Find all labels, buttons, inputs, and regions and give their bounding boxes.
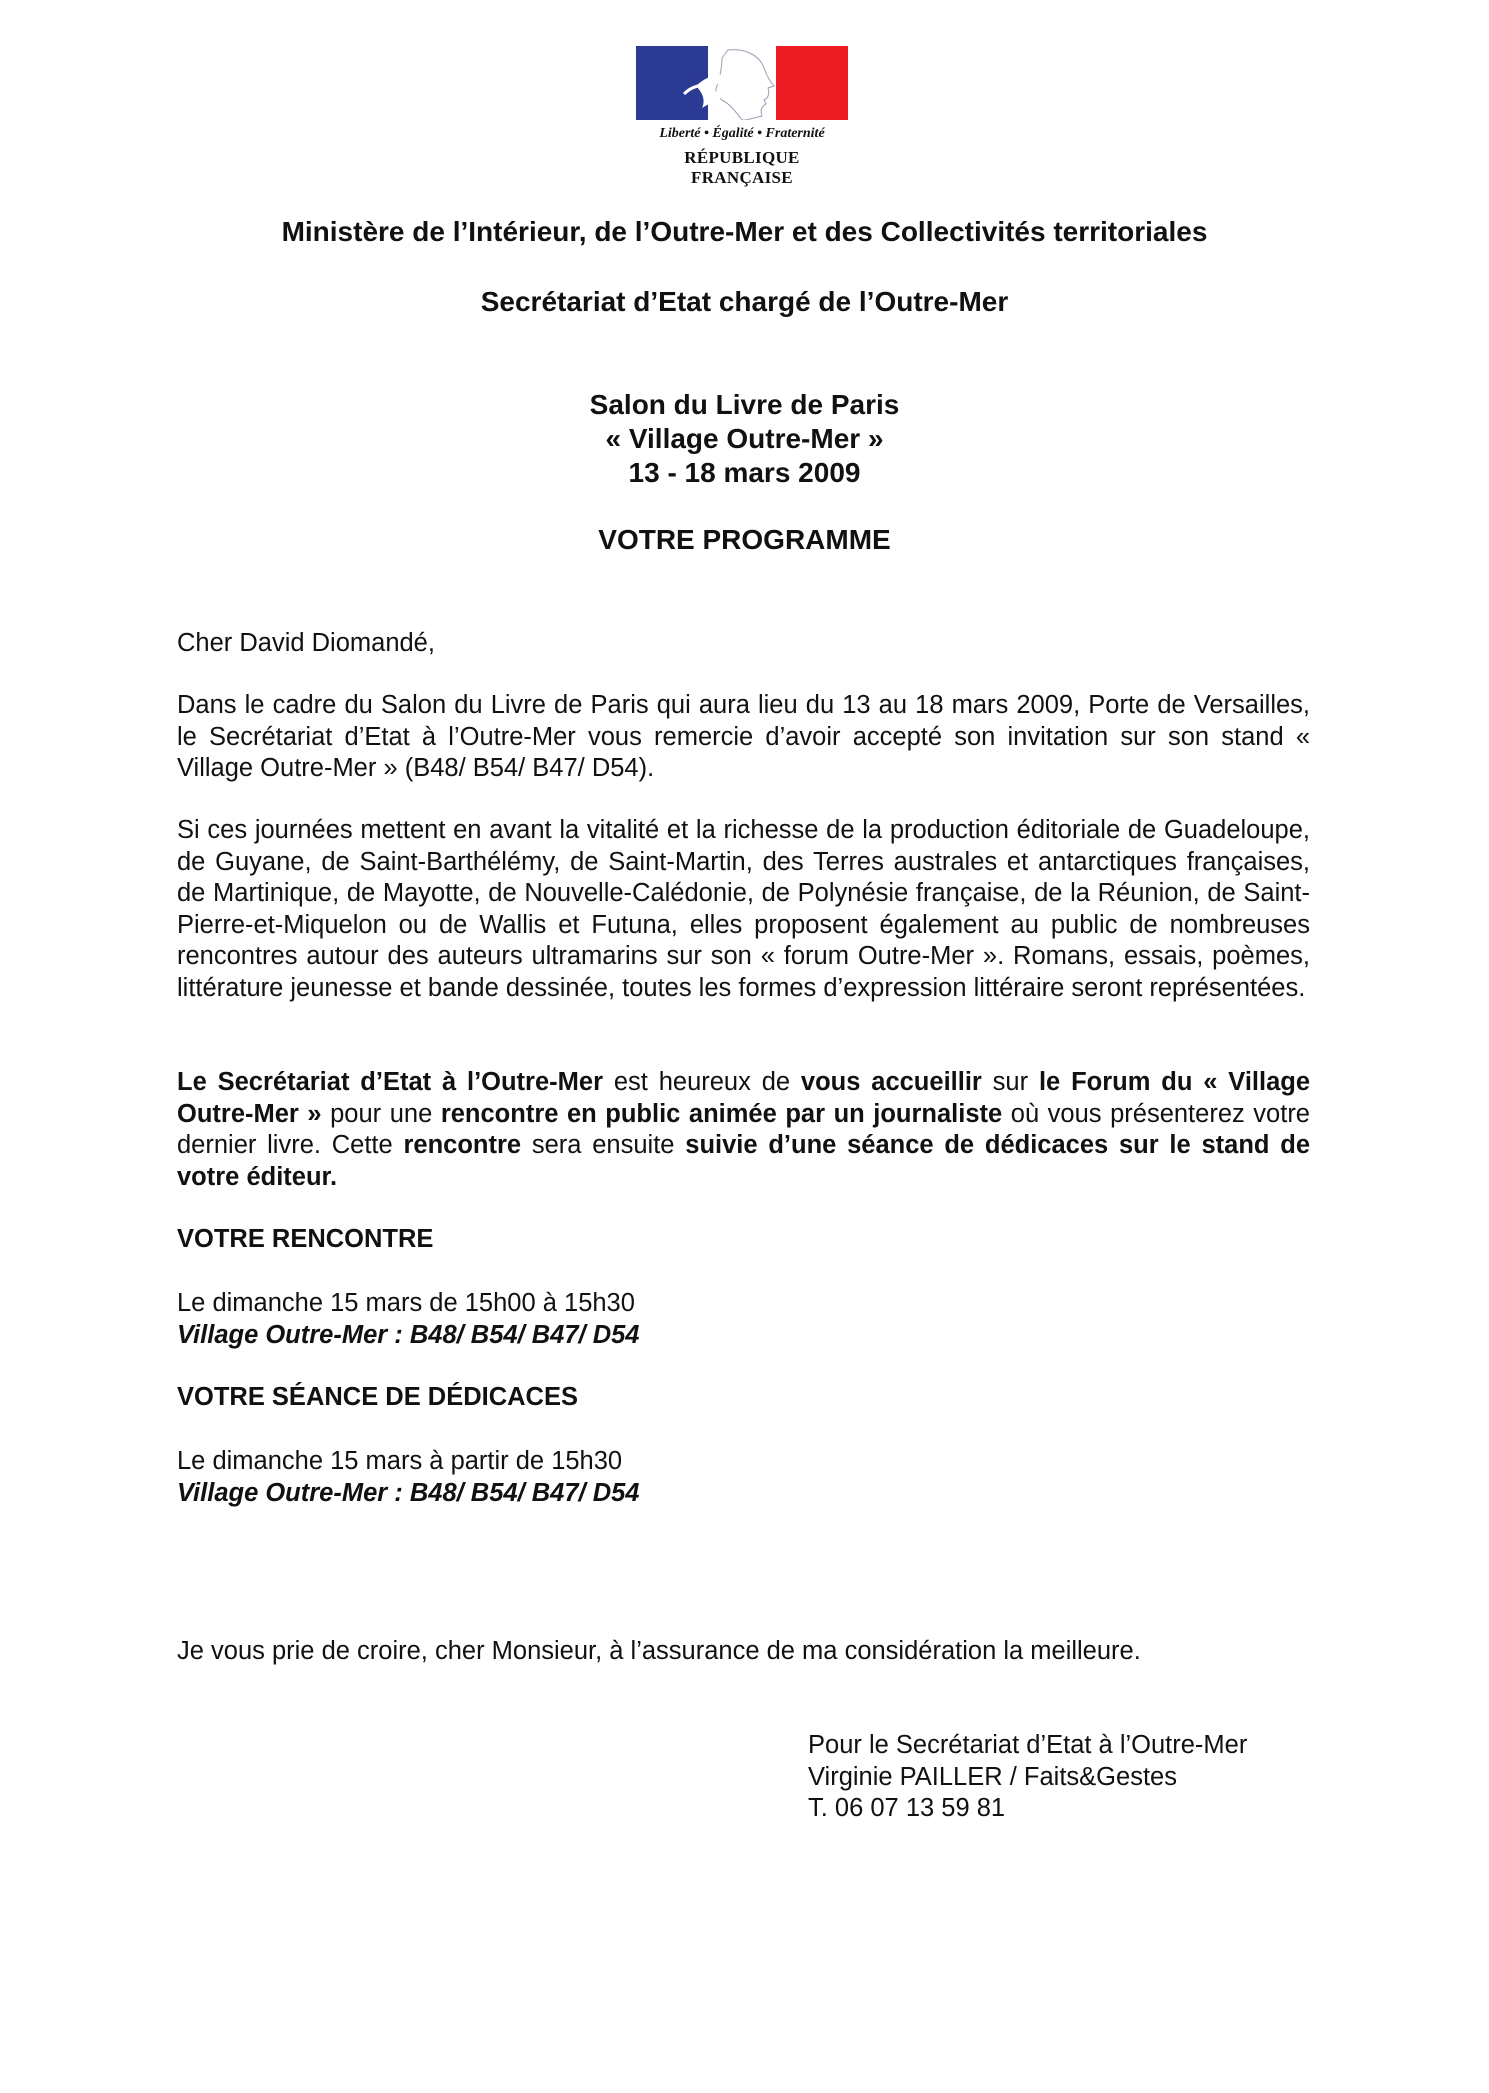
event-dates: 13 - 18 mars 2009 (628, 457, 861, 488)
event-heading (0, 388, 1489, 490)
ministry-title: Ministère de l’Intérieur, de l’Outre-Mer et des Collectivités territoriales (281, 216, 1208, 247)
greeting: Cher David Diomandé, (177, 629, 435, 657)
bold-text: suivie d’une séance de dédicaces sur le stand de votre éditeur. (177, 1131, 1311, 1191)
republic-motto: Liberté • Égalité • Fraternité (659, 126, 825, 141)
event-name: Salon du Livre de Paris (589, 389, 900, 420)
paragraph-territories: Si ces journées mettent en avant la vitalité et la richesse de la production éditoriale de Guadeloupe, de Guyane, de Saint-Barthélémy, de Saint-Martin, des Terres australes et antarctiques françaises, de Martinique, de Mayotte, de Nouvelle-Calédonie, de Polynésie française, de la Réunion, de Saint-Pierre-et-Miquelon ou de Wallis et Futuna, elles proposent également au public de nombreuses rencontres autour des auteurs ultramarins sur son « forum Outre-Mer ». Romans, essais, poèmes, littérature jeunesse et bande dessinée, toutes les formes d’expression littéraire seront représentées. (177, 816, 1310, 1002)
republique-francaise-label: RÉPUBLIQUE FRANÇAISE (684, 148, 800, 187)
dedicaces-place: Village Outre-Mer : B48/ B54/ B47/ D54 (177, 1479, 640, 1507)
secretariat-title: Secrétariat d’Etat chargé de l’Outre-Mer (480, 286, 1009, 317)
bold-text: rencontre (403, 1131, 522, 1159)
closing-formula: Je vous prie de croire, cher Monsieur, à l’assurance de ma considération la meilleure. (177, 1637, 1141, 1665)
paragraph-invitation (177, 1067, 1310, 1193)
text: est heureux de (603, 1068, 801, 1096)
dedicaces-date: Le dimanche 15 mars à partir de 15h30 (177, 1447, 623, 1475)
dedicaces-heading: VOTRE SÉANCE DE DÉDICACES (177, 1383, 578, 1411)
marianne-logo (636, 46, 848, 120)
bold-text: le Forum du « Village Outre-Mer » (177, 1068, 1311, 1128)
rencontre-heading: VOTRE RENCONTRE (177, 1225, 434, 1253)
bold-text: rencontre en public animée par un journaliste (440, 1099, 1003, 1128)
republique-francaise-logo (636, 46, 854, 188)
text: où vous présenterez votre dernier livre. Cette (177, 1099, 1310, 1159)
rencontre-date: Le dimanche 15 mars de 15h00 à 15h30 (177, 1289, 635, 1317)
bold-text: Le Secrétariat d’Etat à l’Outre-Mer (177, 1068, 603, 1096)
programme-title: VOTRE PROGRAMME (598, 524, 891, 555)
signature-phone: T. 06 07 13 59 81 (808, 1794, 1006, 1822)
rencontre-place: Village Outre-Mer : B48/ B54/ B47/ D54 (177, 1321, 640, 1349)
text: sur (981, 1068, 1039, 1096)
paragraph-intro: Dans le cadre du Salon du Livre de Paris qui aura lieu du 13 au 18 mars 2009, Porte de Versailles, le Secrétariat d’Etat à l’Outre-Mer vous remercie d’avoir accepté son invitation sur son stand « Village Outre-Mer » (B48/ B54/ B47/ D54). (177, 691, 1310, 782)
bold-text: vous accueillir (800, 1068, 982, 1096)
text: pour une (321, 1099, 441, 1128)
text: sera ensuite (521, 1131, 686, 1159)
signature-name: Virginie PAILLER / Faits&Gestes (808, 1762, 1177, 1791)
event-village: « Village Outre-Mer » (605, 423, 884, 454)
signature-block (808, 1730, 1247, 1825)
signature-line: Pour le Secrétariat d’Etat à l’Outre-Mer (808, 1731, 1248, 1759)
